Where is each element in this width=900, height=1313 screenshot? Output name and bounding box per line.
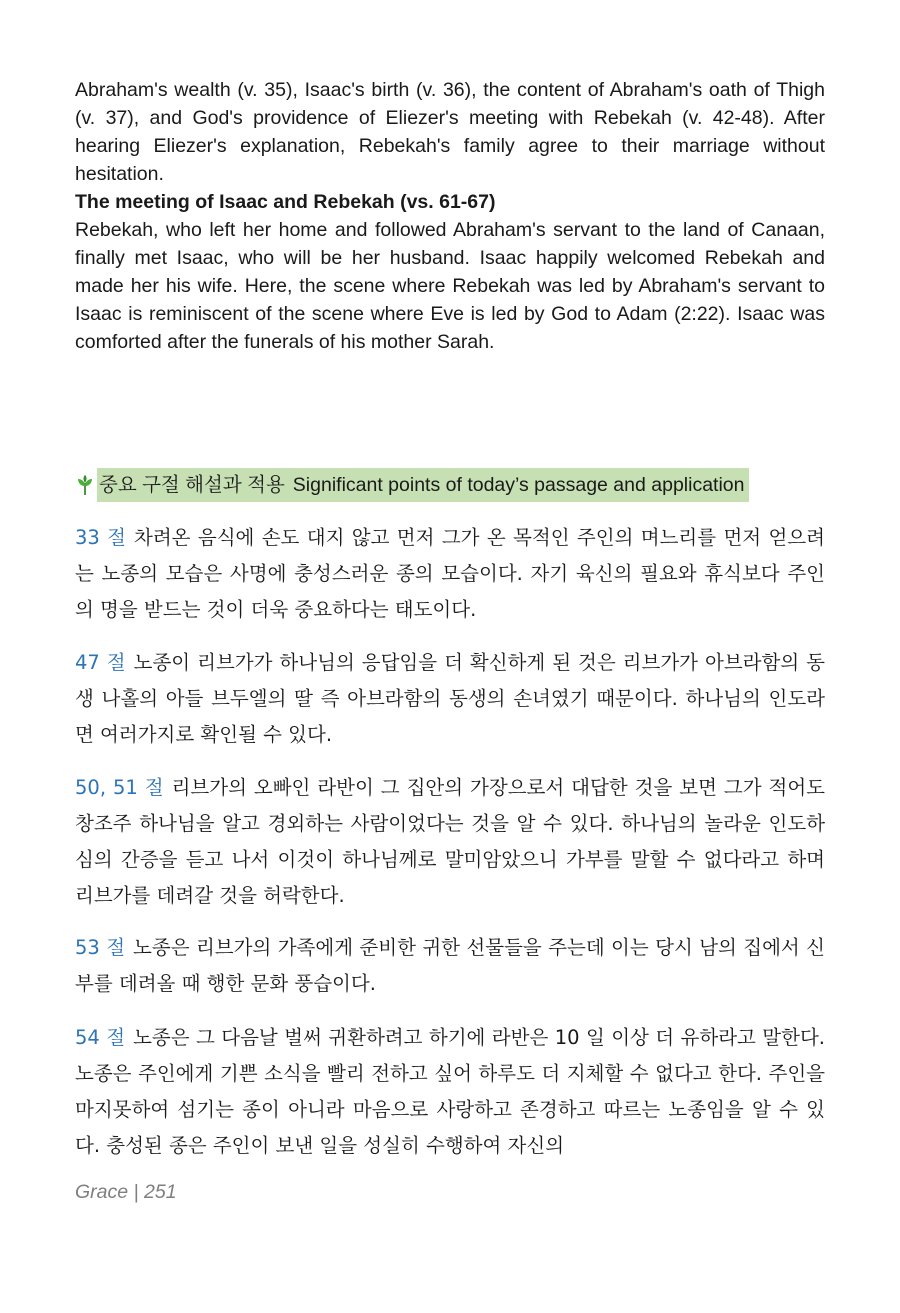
point-text: 차려온 음식에 손도 대지 않고 먼저 그가 온 목적인 주인의 며느리를 먼저 얻으려는 노종의 모습은 사명에 충성스러운 종의 모습이다. 자기 육신의 필요와 휴식보다 주인의 명을 받드는 것이 더욱 중요하다는 태도이다.: [75, 526, 825, 621]
verse-number: 50, 51 절: [75, 776, 164, 799]
heading-english: Significant points of today’s passage and application: [292, 474, 745, 496]
point-paragraph: [75, 770, 825, 914]
point-33: [75, 520, 825, 628]
intro-paragraph: Abraham's wealth (v. 35), Isaac's birth (v. 36), the content of Abraham's oath of Thigh (v. 37), and God's providence of Eliezer's meeting with Rebekah (v. 42-48). After hearing Eliezer's explanation, Rebekah's family agree to their marriage without hesitation.: [75, 79, 825, 185]
point-47: [75, 645, 825, 753]
intro-block: [75, 76, 825, 356]
verse-number: 53 절: [75, 936, 126, 959]
point-paragraph: [75, 1020, 825, 1164]
point-text: 노종은 리브가의 가족에게 준비한 귀한 선물들을 주는데 이는 당시 남의 집에서 신부를 데려올 때 행한 문화 풍습이다.: [75, 936, 825, 995]
point-53: [75, 930, 825, 1002]
verse-number: 47 절: [75, 651, 126, 674]
leaf-icon: [75, 474, 95, 496]
verse-number: 33 절: [75, 526, 126, 549]
point-text: 노종이 리브가가 하나님의 응답임을 더 확신하게 된 것은 리브가가 아브라함의 동생 나홀의 아들 브두엘의 딸 즉 아브라함의 동생의 손녀였기 때문이다. 하나님의 인도라면 여러가지로 확인될 수 있다.: [75, 651, 825, 746]
point-paragraph: [75, 930, 825, 1002]
heading-korean: 중요 구절 해설과 적용: [99, 474, 285, 496]
heading-highlight: [97, 468, 749, 502]
point-54: [75, 1020, 825, 1164]
point-text: 노종은 그 다음날 벌써 귀환하려고 하기에 라반은 10 일 이상 더 유하라고 말한다. 노종은 주인에게 기쁜 소식을 빨리 전하고 싶어 하루도 더 지체할 수 없다고 한다. 주인을 마지못하여 섬기는 종이 아니라 마음으로 사랑하고 존경하고 따르는 노종임을 알 수 있다. 충성된 종은 주인이 보낸 일을 성실히 수행하여 자신의: [75, 1026, 826, 1157]
section-title: The meeting of Isaac and Rebekah (vs. 61-67): [75, 191, 496, 213]
point-paragraph: [75, 520, 825, 628]
point-paragraph: [75, 645, 825, 753]
verse-number: 54 절: [75, 1026, 126, 1049]
application-heading: [75, 468, 749, 502]
point-text: 리브가의 오빠인 라반이 그 집안의 가장으로서 대답한 것을 보면 그가 적어도 창조주 하나님을 알고 경외하는 사람이었다는 것을 알 수 있다. 하나님의 놀라운 인도하심의 간증을 듣고 나서 이것이 하나님께로 말미암았으니 가부를 말할 수 없다라고 하며 리브가를 데려갈 것을 허락한다.: [75, 776, 825, 907]
section-body: Rebekah, who left her home and followed Abraham's servant to the land of Canaan, finally met Isaac, who will be her husband. Isaac happily welcomed Rebekah and made her his wife. Here, the scene where Rebekah was led by Abraham's servant to Isaac is reminiscent of the scene where Eve is led by God to Adam (2:22). Isaac was comforted after the funerals of his mother Sarah.: [75, 219, 825, 353]
page-footer: Grace | 251: [75, 1181, 177, 1203]
point-50-51: [75, 770, 825, 914]
